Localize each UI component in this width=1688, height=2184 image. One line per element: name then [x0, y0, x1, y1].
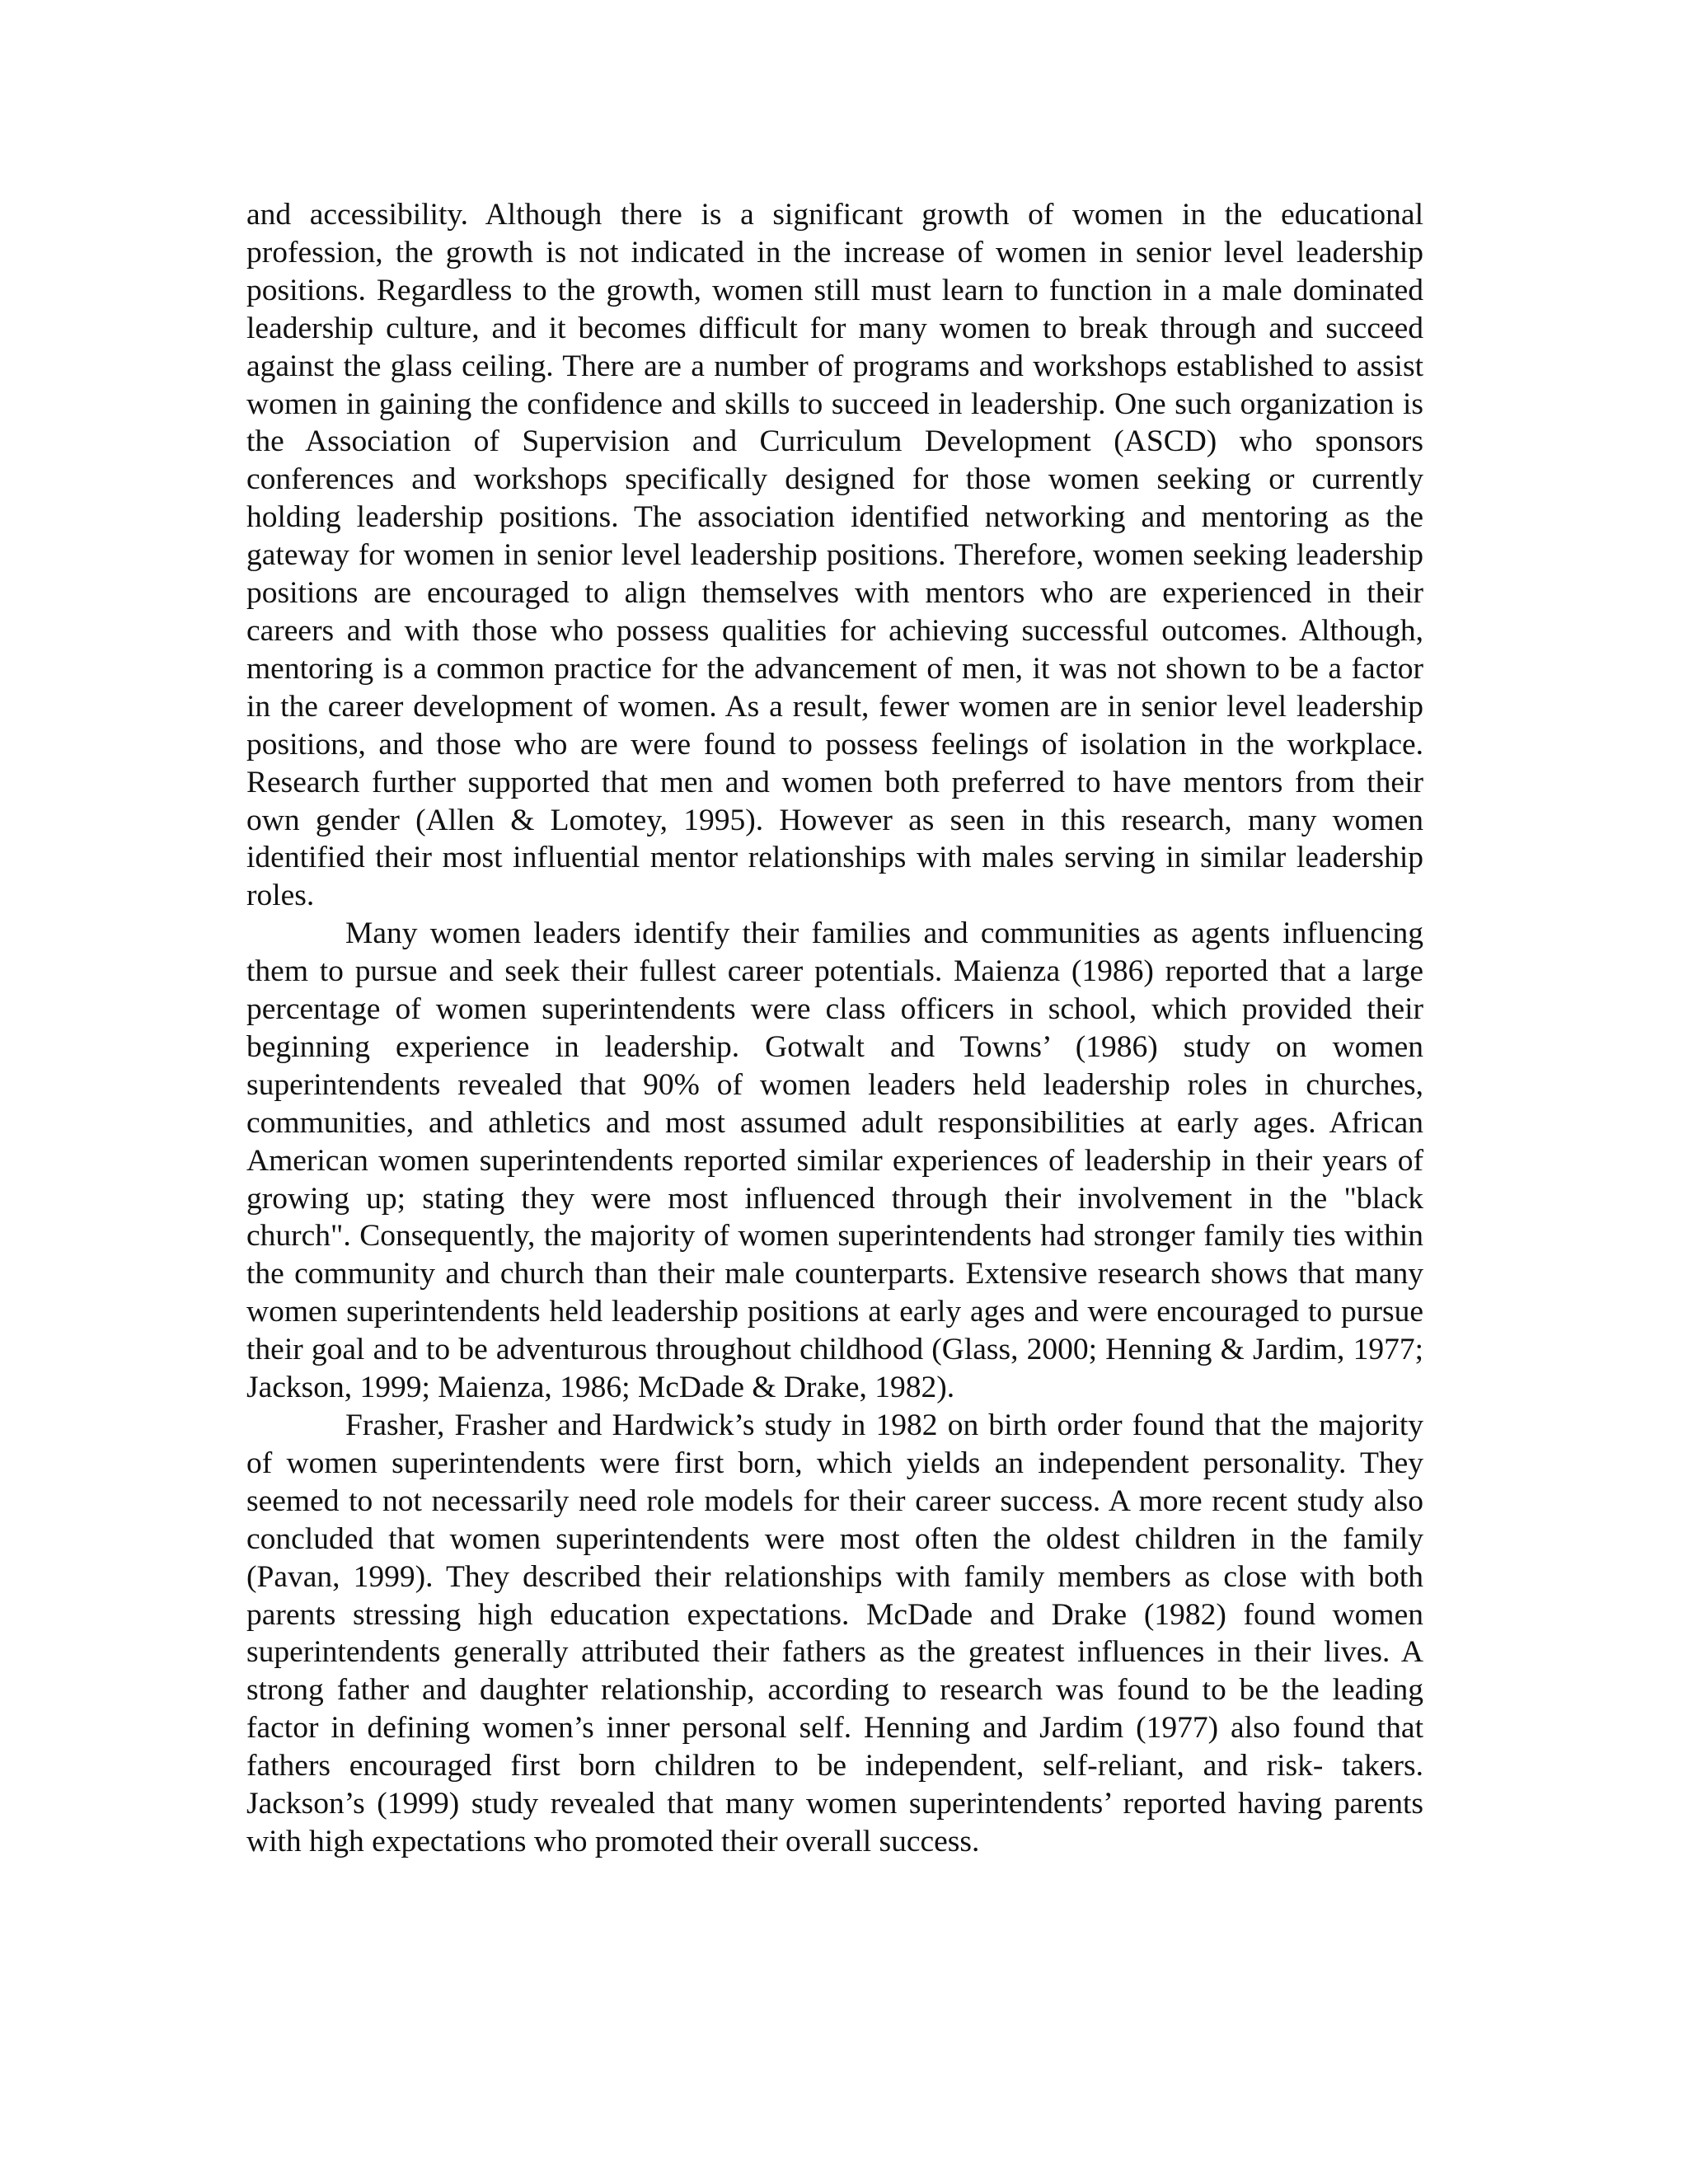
paragraph-3: Frasher, Frasher and Hardwick’s study in 1982 on birth order found that the majority of women superintendents were first born, which yields an independent personality. They seemed to not necessarily need role models for their career success. A more recent study also concluded that women superintendents were most often the oldest children in the family (Pavan, 1999). They described their relationships with family members as close with both parents stressing high education expectations. McDade and Drake (1982) found women superintendents generally attributed their fathers as the greatest influences in their lives. A strong father and daughter relationship, according to research was found to be the leading factor in defining women’s inner personal self. Henning and Jardim (1977) also found that fathers encouraged first born children to be independent, self-reliant, and risk- takers. Jackson’s (1999) study revealed that many women superintendents’ reported having parents with high expectations who promoted their overall success. [246, 1408, 1423, 1858]
paragraph-1: and accessibility. Although there is a significant growth of women in the educational profession, the growth is not indicated in the increase of women in senior level leadership positions. Regardless to the growth, women still must learn to function in a male dominated leadership culture, and it becomes difficult for many women to break through and succeed against the glass ceiling. There are a number of programs and workshops established to assist women in gaining the confidence and skills to succeed in leadership. One such organization is the Association of Supervision and Curriculum Development (ASCD) who sponsors conferences and workshops specifically designed for those women seeking or currently holding leadership positions. The association identified networking and mentoring as the gateway for women in senior level leadership positions. Therefore, women seeking leadership positions are encouraged to align themselves with mentors who are experienced in their careers and with those who possess qualities for achieving successful outcomes. Although, mentoring is a common practice for the advancement of men, it was not shown to be a factor in the career development of women. As a result, fewer women are in senior level leadership positions, and those who are were found to possess feelings of isolation in the workplace. Research further supported that men and women both preferred to have mentors from their own gender (Allen & Lomotey, 1995). However as seen in this research, many women identified their most influential mentor relationships with males serving in similar leadership roles. [246, 198, 1423, 913]
body-text [246, 196, 1423, 1861]
paragraph-2: Many women leaders identify their families and communities as agents influencing them to pursue and seek their fullest career potentials. Maienza (1986) reported that a large percentage of women superintendents were class officers in school, which provided their beginning experience in leadership. Gotwalt and Towns’ (1986) study on women superintendents revealed that 90% of women leaders held leadership roles in churches, communities, and athletics and most assumed adult responsibilities at early ages. African American women superintendents reported similar experiences of leadership in their years of growing up; stating they were most influenced through their involvement in the "black church". Consequently, the majority of women superintendents had stronger family ties within the community and church than their male counterparts. Extensive research shows that many women superintendents held leadership positions at early ages and were encouraged to pursue their goal and to be adventurous throughout childhood (Glass, 2000; Henning & Jardim, 1977; Jackson, 1999; Maienza, 1986; McDade & Drake, 1982). [246, 916, 1423, 1405]
